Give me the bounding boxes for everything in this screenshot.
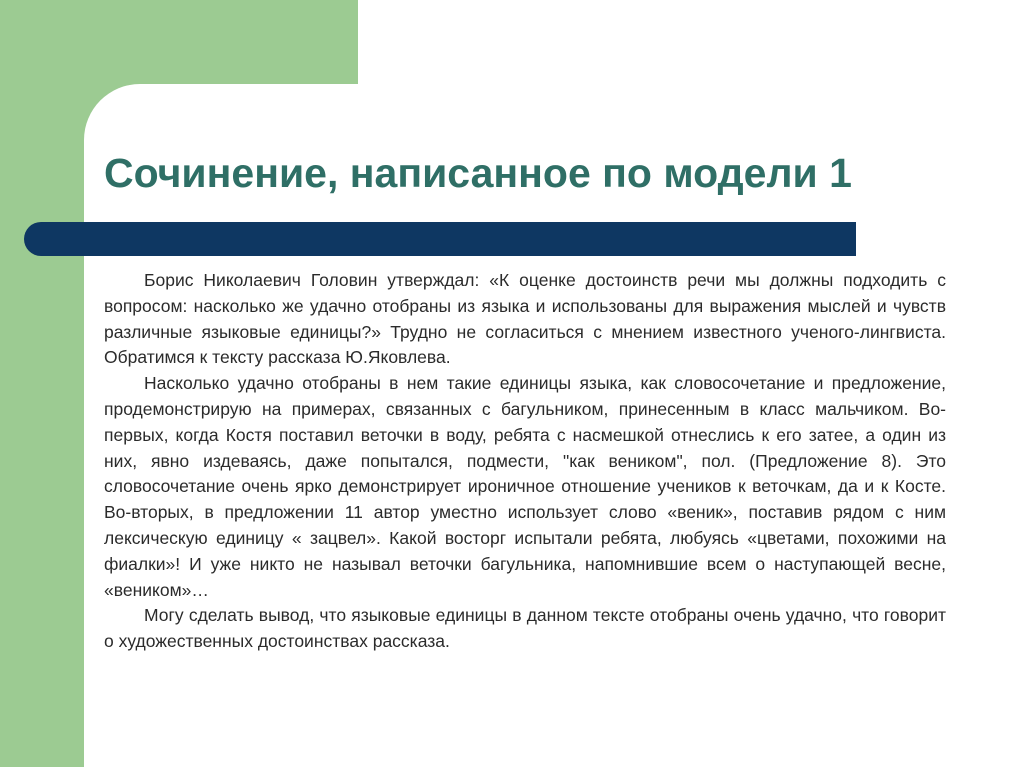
- essay-text: [104, 268, 946, 655]
- accent-bar: [24, 222, 856, 256]
- paragraph-1: Борис Николаевич Головин утверждал: «К оценке достоинств речи мы должны подходить с вопросом: насколько же удачно отобраны из языка и использованы для выражения мыслей и чувств различные языковые единицы?» Трудно не согласиться с мнением известного ученого-лингвиста. Обратимся к тексту рассказа Ю.Яковлева.: [104, 270, 946, 368]
- paragraph-3: Могу сделать вывод, что языковые единицы в данном тексте отобраны очень удачно, что говорит о художественных достоинствах рассказа.: [104, 605, 946, 652]
- paragraph-2: Насколько удачно отобраны в нем такие единицы языка, как словосочетание и предложение, продемонстрирую на примерах, связанных с багульником, принесенным в класс мальчиком. Во-первых, когда Костя поставил веточки в воду, ребята с насмешкой отнеслись к его затее, а один из них, явно издеваясь, даже попытался, подмести, "как веником", пол. (Предложение 8). Это словосочетание очень ярко демонстрирует ироничное отношение учеников к веточкам, да и к Косте. Во-вторых, в предложении 11 автор уместно использует слово «веник», поставив рядом с ним лексическую единицу « зацвел». Какой восторг испытали ребята, любуясь «цветами, похожими на фиалки»! И уже никто не называл веточки багульника, напомнившие всем о наступающей весне, «веником»…: [104, 373, 946, 600]
- slide-title: Сочинение, написанное по модели 1: [104, 150, 852, 196]
